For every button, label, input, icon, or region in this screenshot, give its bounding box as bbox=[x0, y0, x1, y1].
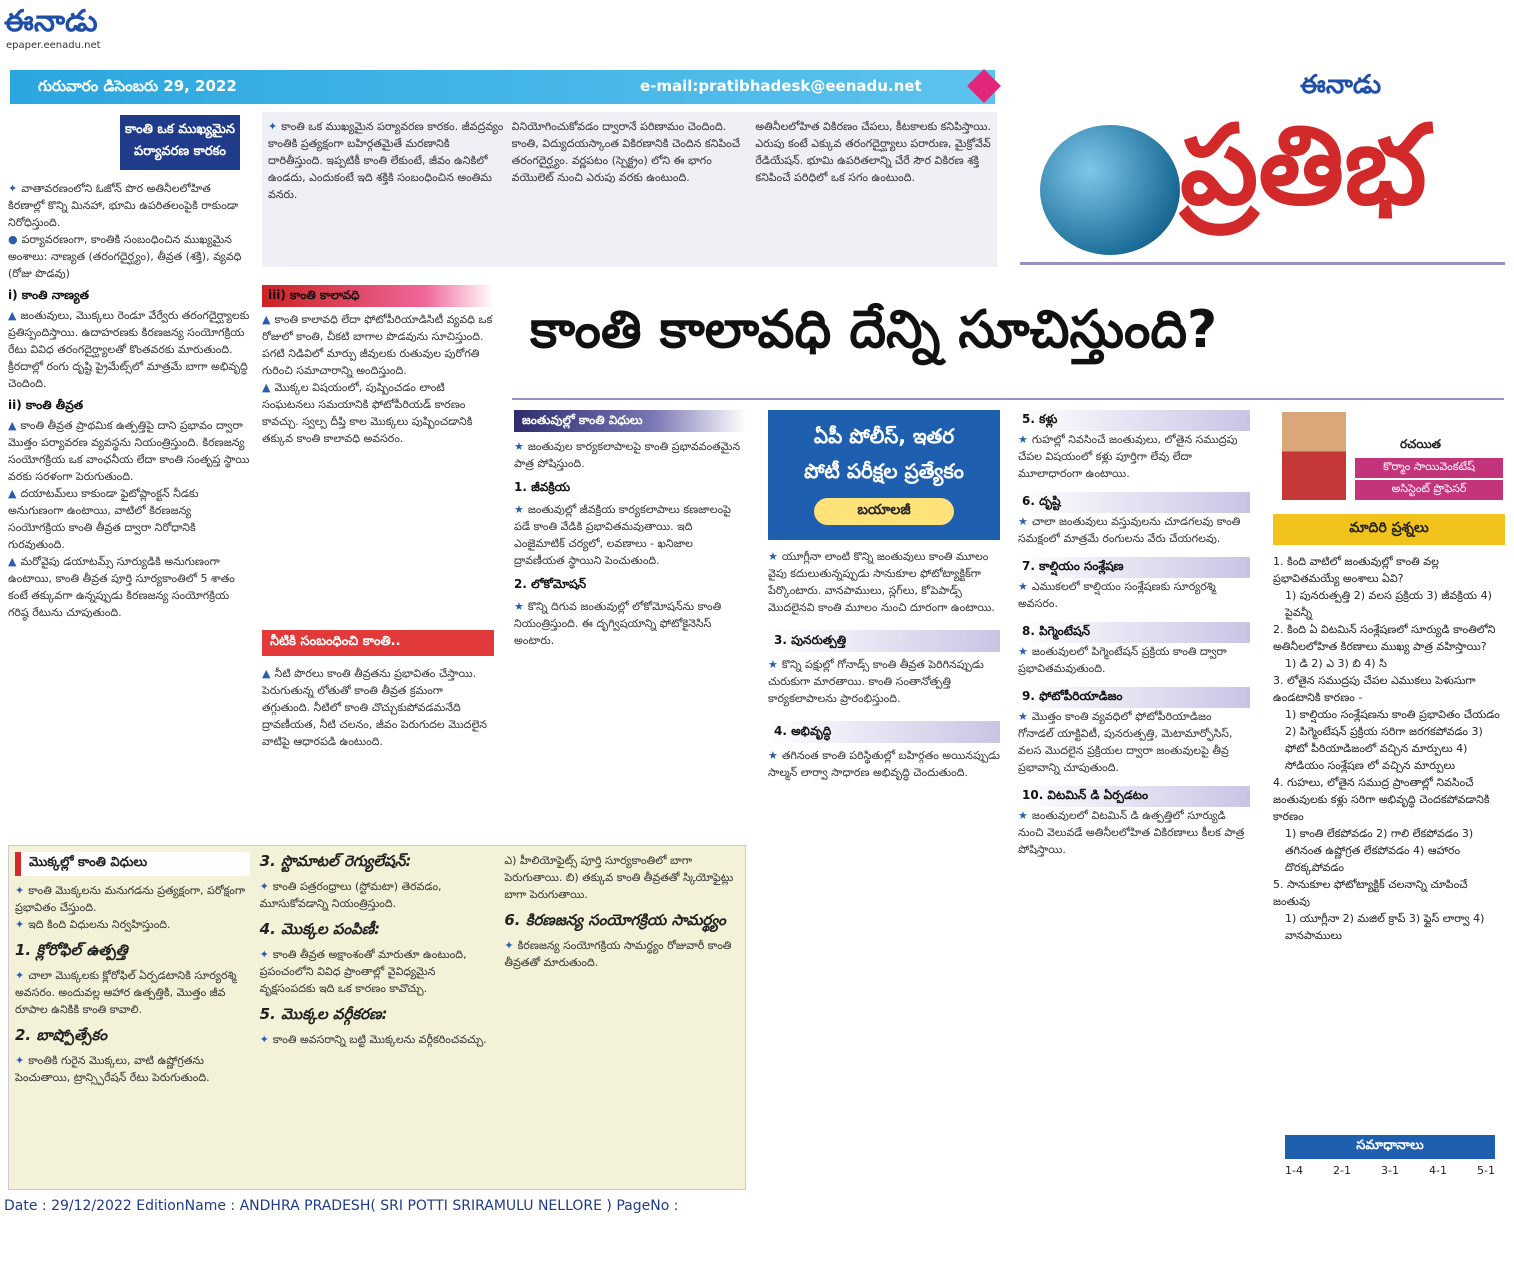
author-label: రచయిత bbox=[1400, 437, 1442, 451]
col3-p3: ★ కొన్ని దిగువ జంతువుల్లో లోకోమోషన్‌ను కాంతి నియంత్రిస్తుంది. ఈ దృగ్విషయాన్ని ఫోటోకైనెసిస్ అంటారు. bbox=[514, 600, 722, 647]
footer-line: Date : 29/12/2022 EditionName : ANDHRA PRADESH( SRI POTTI SRIRAMULU NELLORE ) PageNo : bbox=[4, 1198, 679, 1214]
col1-p1: ✦ వాతావరణంలోని ఓజోన్ పొర అతినీలలోహిత కిరణాల్లో కొన్ని మినహా, భూమి ఉపరితలంపైకి రాకుండా నిరోధిస్తుంది. bbox=[8, 182, 239, 229]
plant-col3 bbox=[504, 852, 739, 1183]
q5-options: 1) యూగ్లీనా 2) మజిల్ క్రాప్ 3) ఫ్లైస్ లార్వా 4) వానపాములు bbox=[1285, 912, 1485, 942]
col2-h1: iii) కాంతి కాలావధి bbox=[262, 285, 494, 307]
strip-b: వినియోగించుకోవడం ద్వారానే పరిణామం చెందింది. కాంతి, విద్యుదయస్కాంత వికిరణానికి చెందిన కనిపించే తరంగదైర్ఘ్యం. వర్ణపటం (స్పెక్ట్రం) లోని ఈ భాగం వయొలెట్ నుంచి ఎరుపు వరకు ఉంటుంది. bbox=[511, 120, 741, 184]
strip-c: అతినీలలోహిత వికిరణం చేపలు, కీటకాలకు కనిపిస్తాయి. ఎరుపు కంటే ఎక్కువ తరంగదైర్ఘ్యాలు పరారుణ, మైక్రోవేవ్ రేడియేషన్. భూమి ఉపరితలాన్ని చేరే సౌర వికిరణ శక్తి కనిపించే పరిధిలో ఒక సగం ఉంటుంది. bbox=[755, 120, 991, 184]
col3-h1: 1. జీవక్రియ bbox=[514, 480, 571, 494]
plant-h5: 5. మొక్కల వర్గీకరణ: bbox=[259, 1005, 388, 1023]
site-url[interactable]: epaper.eenadu.net bbox=[6, 40, 101, 51]
headline: కాంతి కాలావధి దేన్ని సూచిస్తుంది? bbox=[530, 300, 1218, 360]
brand-small: ఈనాడు bbox=[1300, 70, 1382, 100]
col5-p2: ★ చాలా జంతువులు వస్తువులను చూడగలవు కాంతి సమక్షంలో మాత్రమే రంగులను వేరు చేయగలవు. bbox=[1018, 515, 1241, 545]
col5-p4: ★ జంతువులలో పిగ్మెంటేషన్ ప్రక్రియ కాంతి ద్వారా ప్రభావితమవుతుంది. bbox=[1018, 645, 1227, 675]
col2-p2: ▲ మొక్కల విషయంలో, పుష్పించడం లాంటి సంఘటనలు సమయానికి ఫోటోపీరియడ్ కారణం కావచ్చు. స్వల్ప దీప్తి కాల మొక్కలు పుష్పించడానికి తక్కువ కాంతి కాలావధి అవసరం. bbox=[262, 381, 473, 445]
col5-h4: 8. పిగ్మెంటేషన్ bbox=[1018, 622, 1250, 643]
plant-p3: ✦ చాలా మొక్కలకు క్లోరోఫిల్ ఏర్పడటానికి సూర్యరశ్మి అవసరం. అందువల్ల ఆహార ఉత్పత్తికి, మొత్తం జీవ రూపాల ఉనికికి కాంతి కావాలి. bbox=[15, 969, 237, 1016]
col2-h2: నీటికి సంబంధించి కాంతి.. bbox=[262, 630, 494, 656]
col1-h2: ii) కాంతి తీవ్రత bbox=[8, 398, 84, 412]
col4 bbox=[768, 548, 1000, 781]
col2-p1: ▲ కాంతి కాలావధి లేదా ఫోటోపీరియాడిసిటీ వ్యవధి ఒక రోజులో కాంతి, చీకటి బాగాల పొడవును సూచిస్తుంది. పగటి నిడివిలో మార్పు జీవులకు రుతువుల పురోగతి గురించి సమాచారాన్ని అందిస్తుంది. bbox=[262, 313, 493, 377]
plant-section bbox=[8, 845, 746, 1190]
col5-h6: 10. విటమిన్ డి ఏర్పడటం bbox=[1018, 786, 1250, 807]
masthead-logo: ఈనాడు bbox=[4, 4, 98, 39]
col1-p4: ▲ కాంతి తీవ్రత ప్రాథమిక ఉత్పత్తిపై దాని ప్రభావం ద్వారా మొత్తం పర్యావరణ వ్యవస్థను నియంత్రిస్తుంది. కిరణజన్య సంయోగక్రియ ఒక వాంఛనీయ లేదా కాంతి సంతృప్త స్థాయి వరకు సరళంగా పెరుగుతుంది. bbox=[8, 419, 250, 483]
brand-underline bbox=[1020, 262, 1505, 265]
col1-title: కాంతి ఒక ముఖ్యమైన పర్యావరణ కారకం bbox=[120, 115, 240, 170]
col5-h5: 9. ఫోటోపీరియాడిజం bbox=[1018, 687, 1250, 708]
plant-h4: 4. మొక్కల పంపిణీ: bbox=[259, 920, 381, 938]
q1: 1. కింది వాటిలో జంతువుల్లో కాంతి వల్ల ప్రభావితమయ్యే అంశాలు ఏవి? bbox=[1273, 555, 1439, 585]
special-l1: ఏపీ పోలీస్, ఇతర bbox=[813, 424, 955, 448]
plant-title: మొక్కల్లో కాంతి విధులు bbox=[15, 852, 250, 876]
plant-p7: ✦ కాంతి అవసరాన్ని బట్టి మొక్కలను వర్గీకరించవచ్చు. bbox=[259, 1033, 487, 1046]
col1-h1: i) కాంతి నాణ్యత bbox=[8, 288, 89, 302]
col5-h3: 7. కాల్షియం సంశ్లేషణ bbox=[1018, 557, 1250, 578]
q3: 3. లోతైన సముద్రపు చేపల ఎముకలు పెళుసుగా ఉండటానికి కారణం - bbox=[1273, 674, 1476, 704]
special-l2: పోటీ పరీక్షల ప్రత్యేకం bbox=[804, 459, 964, 483]
plant-p9: ✦ కిరణజన్య సంయోగక్రియ సామర్థ్యం రోజువారీ కాంతి తీవ్రతతో మారుతుంది. bbox=[504, 939, 732, 969]
plant-h3: 3. స్టొమాటల్ రెగ్యులేషన్: bbox=[259, 852, 412, 870]
top-strip bbox=[262, 112, 997, 267]
strip-a: ✦ కాంతి ఒక ముఖ్యమైన పర్యావరణ కారకం. జీవద్రవ్యం కాంతికి ప్రత్యక్షంగా బహిర్గతమైతే మరణానికి దారితీస్తుంది. ఇప్పటికీ కాంతి లేకుంటే, జీవం ఉనికిలో ఉండదు, ఎందుకంటే ఇది శక్తికి సంబంధించిన అంతిమ వనరు. bbox=[268, 120, 504, 201]
plant-h2: 2. బాష్పోత్సేకం bbox=[15, 1026, 107, 1044]
col3-p1: ★ జంతువుల కార్యకలాపాలపై కాంతి ప్రభావవంతమైన పాత్ర పోషిస్తుంది. bbox=[514, 440, 741, 470]
col3-title: జంతువుల్లో కాంతి విధులు bbox=[514, 410, 746, 432]
col1 bbox=[8, 180, 250, 621]
answers-title: సమాధానాలు bbox=[1285, 1135, 1495, 1159]
globe-illustration bbox=[1040, 125, 1180, 255]
plant-p2: ✦ ఇది కింది విధులను నిర్వహిస్తుంది. bbox=[15, 918, 171, 931]
col3 bbox=[514, 410, 746, 649]
plant-h1: 1. క్లోరోఫిల్ ఉత్పత్తి bbox=[15, 941, 128, 959]
special-sub: బయాలజీ bbox=[814, 498, 954, 525]
q2-options: 1) డి 2) ఎ 3) బి 4) సి bbox=[1285, 657, 1387, 670]
col4-h2: 4. అభివృద్ధి bbox=[768, 721, 1000, 743]
q4: 4. గుహలు, లోతైన సముద్ర ప్రాంతాల్లో నివసించే జంతువులకు కళ్లు సరిగా అభివృద్ధి చెందకపోవడానికి కారణం bbox=[1273, 776, 1490, 823]
col2 bbox=[262, 285, 494, 748]
answer-4: 4-1 bbox=[1429, 1164, 1447, 1177]
q1-options: 1) పునరుత్పత్తి 2) వలస ప్రక్రియ 3) జీవక్రియ 4) పైవన్నీ bbox=[1285, 589, 1492, 619]
plant-col1 bbox=[15, 852, 250, 1183]
col5-h2: 6. దృష్టి bbox=[1018, 492, 1250, 513]
col5 bbox=[1018, 410, 1250, 858]
author-name: కొర్మాం సాయివెంకటేష్ bbox=[1355, 458, 1503, 478]
answer-5: 5-1 bbox=[1477, 1164, 1495, 1177]
author-role: అసిస్టెంట్ ప్రొఫెసర్ bbox=[1355, 480, 1503, 500]
col4-p2: ★ కొన్ని పక్షుల్లో గోనాడ్స్ కాంతి తీవ్రత పెరిగినప్పుడు చురుకుగా మారతాయి. కాంతి సంతానోత్పత్తి కార్యకలాపాలను ప్రారంభిస్తుంది. bbox=[768, 658, 984, 705]
plant-p4: ✦ కాంతికి గురైన మొక్కలు, వాటి ఉష్ణోగ్రతను పెంచుతాయి, ట్రాన్స్పిరేషన్ రేటు పెరుగుతుంది. bbox=[15, 1054, 210, 1084]
questions-title: మాదిరి ప్రశ్నలు bbox=[1273, 514, 1505, 545]
email-link[interactable]: e-mail:pratibhadesk@eenadu.net bbox=[640, 77, 922, 95]
col1-p6: ▲ మరోవైపు డయాటమ్స్ సూర్యుడికి అనుగుణంగా ఉంటాయి, కాంతి తీవ్రత పూర్తి సూర్యకాంతిలో 5 శాతం కంటే తక్కువగా ఉన్నప్పుడు కిరణజన్య సంయోగక్రియ గరిష్ఠ రేటును చూపుతుంది. bbox=[8, 555, 235, 619]
answer-1: 1-4 bbox=[1285, 1164, 1303, 1177]
col4-p1: ★ యూగ్లీనా లాంటి కొన్ని జంతువులు కాంతి మూలం వైపు కదులుతున్నప్పుడు సానుకూల ఫోటోట్యాక్టిక్‌గా పేర్కొంటారు. వానపాములు, స్లగ్‌లు, కోపెపాడ్స్ మొదలైనవి కాంతి మూలం నుంచి దూరంగా ఉంటాయి. bbox=[768, 550, 995, 614]
col3-h2: 2. లోకోమోషన్ bbox=[514, 577, 587, 591]
col5-p5: ★ మొత్తం కాంతి వ్యవధిలో ఫోటోపీరియాడిజం గోనాడల్ యాక్టివిటీ, పునరుత్పత్తి, మెటామార్ఫోసిస్, వలస మొదలైన ప్రక్రియల ద్వారా జంతువులపై తీవ్ర ప్రభావాన్ని చూపుతుంది. bbox=[1018, 710, 1233, 774]
answers-row bbox=[1285, 1164, 1495, 1177]
headline-rule bbox=[512, 398, 1504, 400]
col3-p2: ★ జంతువుల్లో జీవక్రియ కార్యకలాపాలు కణజాలంపై పడే కాంతి వేడికి ప్రభావితమవుతాయి. ఇది ఎంజైమాటిక్ చర్యలో, లవణాలు - ఖనిజాల ద్రావణీయత స్థాయిని పెంచుతుంది. bbox=[514, 503, 731, 567]
plant-p8: ఎ) హీలియోఫైట్స్ పూర్తి సూర్యకాంతిలో బాగా పెరుగుతాయి. బి) తక్కువ కాంతి తీవ్రతతో స్కియోఫైట్లు బాగా పెరుగుతాయి. bbox=[504, 854, 734, 901]
plant-p6: ✦ కాంతి తీవ్రత అక్షాంశంతో మారుతూ ఉంటుంది, ప్రపంచంలోని వివిధ ప్రాంతాల్లో వైవిధ్యమైన వృక్షసంపదకు ఇది ఒక కారణం కావొచ్చు. bbox=[259, 948, 467, 995]
col5-p6: ★ జంతువులలో విటమిన్ డి ఉత్పత్తిలో సూర్యుడి నుంచి వెలువడే అతినీలలోహిత వికిరణాలు కీలక పాత్ర పోషిస్తాయి. bbox=[1018, 809, 1245, 856]
col5-p3: ★ ఎముకలలో కాల్షియం సంశ్లేషణకు సూర్యరశ్మి అవసరం. bbox=[1018, 580, 1216, 610]
col1-p5: ▲ దయాటమ్‌లు కాకుండా ఫైటోప్లాంక్టన్ నీడకు అనుగుణంగా ఉంటాయి, వాటిలో కిరణజన్య సంయోగక్రియ కాంతి తీవ్రత ద్వారా నిరోధానికి గురవుతుంది. bbox=[8, 487, 199, 551]
brand-title: ప్రతిభ bbox=[1180, 100, 1427, 229]
q5: 5. సానుకూల ఫోటోట్యాక్టిక్ చలనాన్ని చూపించే జంతువు bbox=[1273, 878, 1468, 908]
answer-3: 3-1 bbox=[1381, 1164, 1399, 1177]
q3-options: 1) కాల్షియం సంశ్లేషణను కాంతి ప్రభావితం చేయడం 2) పిగ్మెంటేషన్ ప్రక్రియ సరిగా జరగకపోవడం 3) ఫోటో పీరియాడిజంలో వచ్చిన మార్పులు 4) సోడియం సంశ్లేషణ లో వచ్చిన మార్పులు bbox=[1285, 708, 1500, 772]
questions-box bbox=[1273, 514, 1505, 1192]
answer-2: 2-1 bbox=[1333, 1164, 1351, 1177]
author-photo bbox=[1282, 412, 1346, 500]
col5-h1: 5. కళ్లు bbox=[1018, 410, 1250, 431]
col1-p3: ▲ జంతువులు, మొక్కలు రెండూ వేర్వేరు తరంగదైర్ఘ్యాలకు ప్రతిస్పందిస్తాయి. ఉదాహరణకు కిరణజన్య సంయోగక్రియ రేటు వివిధ తరంగదైర్ఘ్యాలతో కొంతవరకు మారుతుంది. క్రీరదాల్లో రంగు దృష్టి ప్రైమేట్స్‌లో మాత్రమే బాగా అభివృద్ధి చెందింది. bbox=[8, 309, 250, 390]
date-text: గురువారం డిసెంబరు 29, 2022 bbox=[38, 77, 237, 95]
q4-options: 1) కాంతి లేకపోవడం 2) గాలి లేకపోవడం 3) తగినంత ఉష్ణోగ్రత లేకపోవడం 4) ఆహారం దొరక్కపోవడం bbox=[1285, 827, 1474, 874]
special-box bbox=[768, 410, 1000, 540]
col2-p3: ▲ నీటి పొరలు కాంతి తీవ్రతను ప్రభావితం చేస్తాయి. పెరుగుతున్న లోతుతో కాంతి తీవ్రత క్రమంగా తగ్గుతుంది. నీటిలో కాంతి చొచ్చుకుపోవడమనేది ద్రావణీయత, నీటి చలనం, జీవం పెరుగుదల మొదలైన వాటిపై ఆధారపడి ఉంటుంది. bbox=[262, 667, 487, 748]
q2: 2. కింది ఏ విటమిన్ సంశ్లేషణలో సూర్యుడి కాంతిలోని అతినీలలోహిత కిరణాలు ముఖ్య పాత్ర వహిస్తాయి? bbox=[1273, 623, 1496, 653]
col4-p3: ★ తగినంత కాంతి పరిస్థితుల్లో బహిర్గతం అయినప్పుడు సాల్మన్ లార్వా సాధారణ అభివృద్ధి చెందుతుంది. bbox=[768, 749, 1000, 779]
plant-col2 bbox=[260, 852, 495, 1183]
col1-p2: ● పర్యావరణంగా, కాంతికి సంబంధించిన ముఖ్యమైన అంశాలు: నాణ్యత (తరంగదైర్ఘ్యం), తీవ్రత (శక్తి), వ్యవధి (రోజు పొడవు) bbox=[8, 233, 242, 280]
col5-p1: ★ గుహల్లో నివసించే జంతువులు, లోతైన సముద్రపు చేపల విషయంలో కళ్లు పూర్తిగా లేవు లేదా మూలాధారంగా ఉంటాయి. bbox=[1018, 433, 1238, 480]
plant-p1: ✦ కాంతి మొక్కలను మనుగడను ప్రత్యక్షంగా, పరోక్షంగా ప్రభావితం చేస్తుంది. bbox=[15, 884, 246, 914]
plant-p5: ✦ కాంతి పత్రరంధ్రాలు (స్టోమటా) తెరవడం, మూసుకోవడాన్ని నియంత్రిస్తుంది. bbox=[259, 880, 442, 910]
col4-h1: 3. పునరుత్పత్తి bbox=[768, 630, 1000, 652]
plant-h6: 6. కిరణజన్య సంయోగక్రియ సామర్థ్యం bbox=[504, 911, 726, 929]
